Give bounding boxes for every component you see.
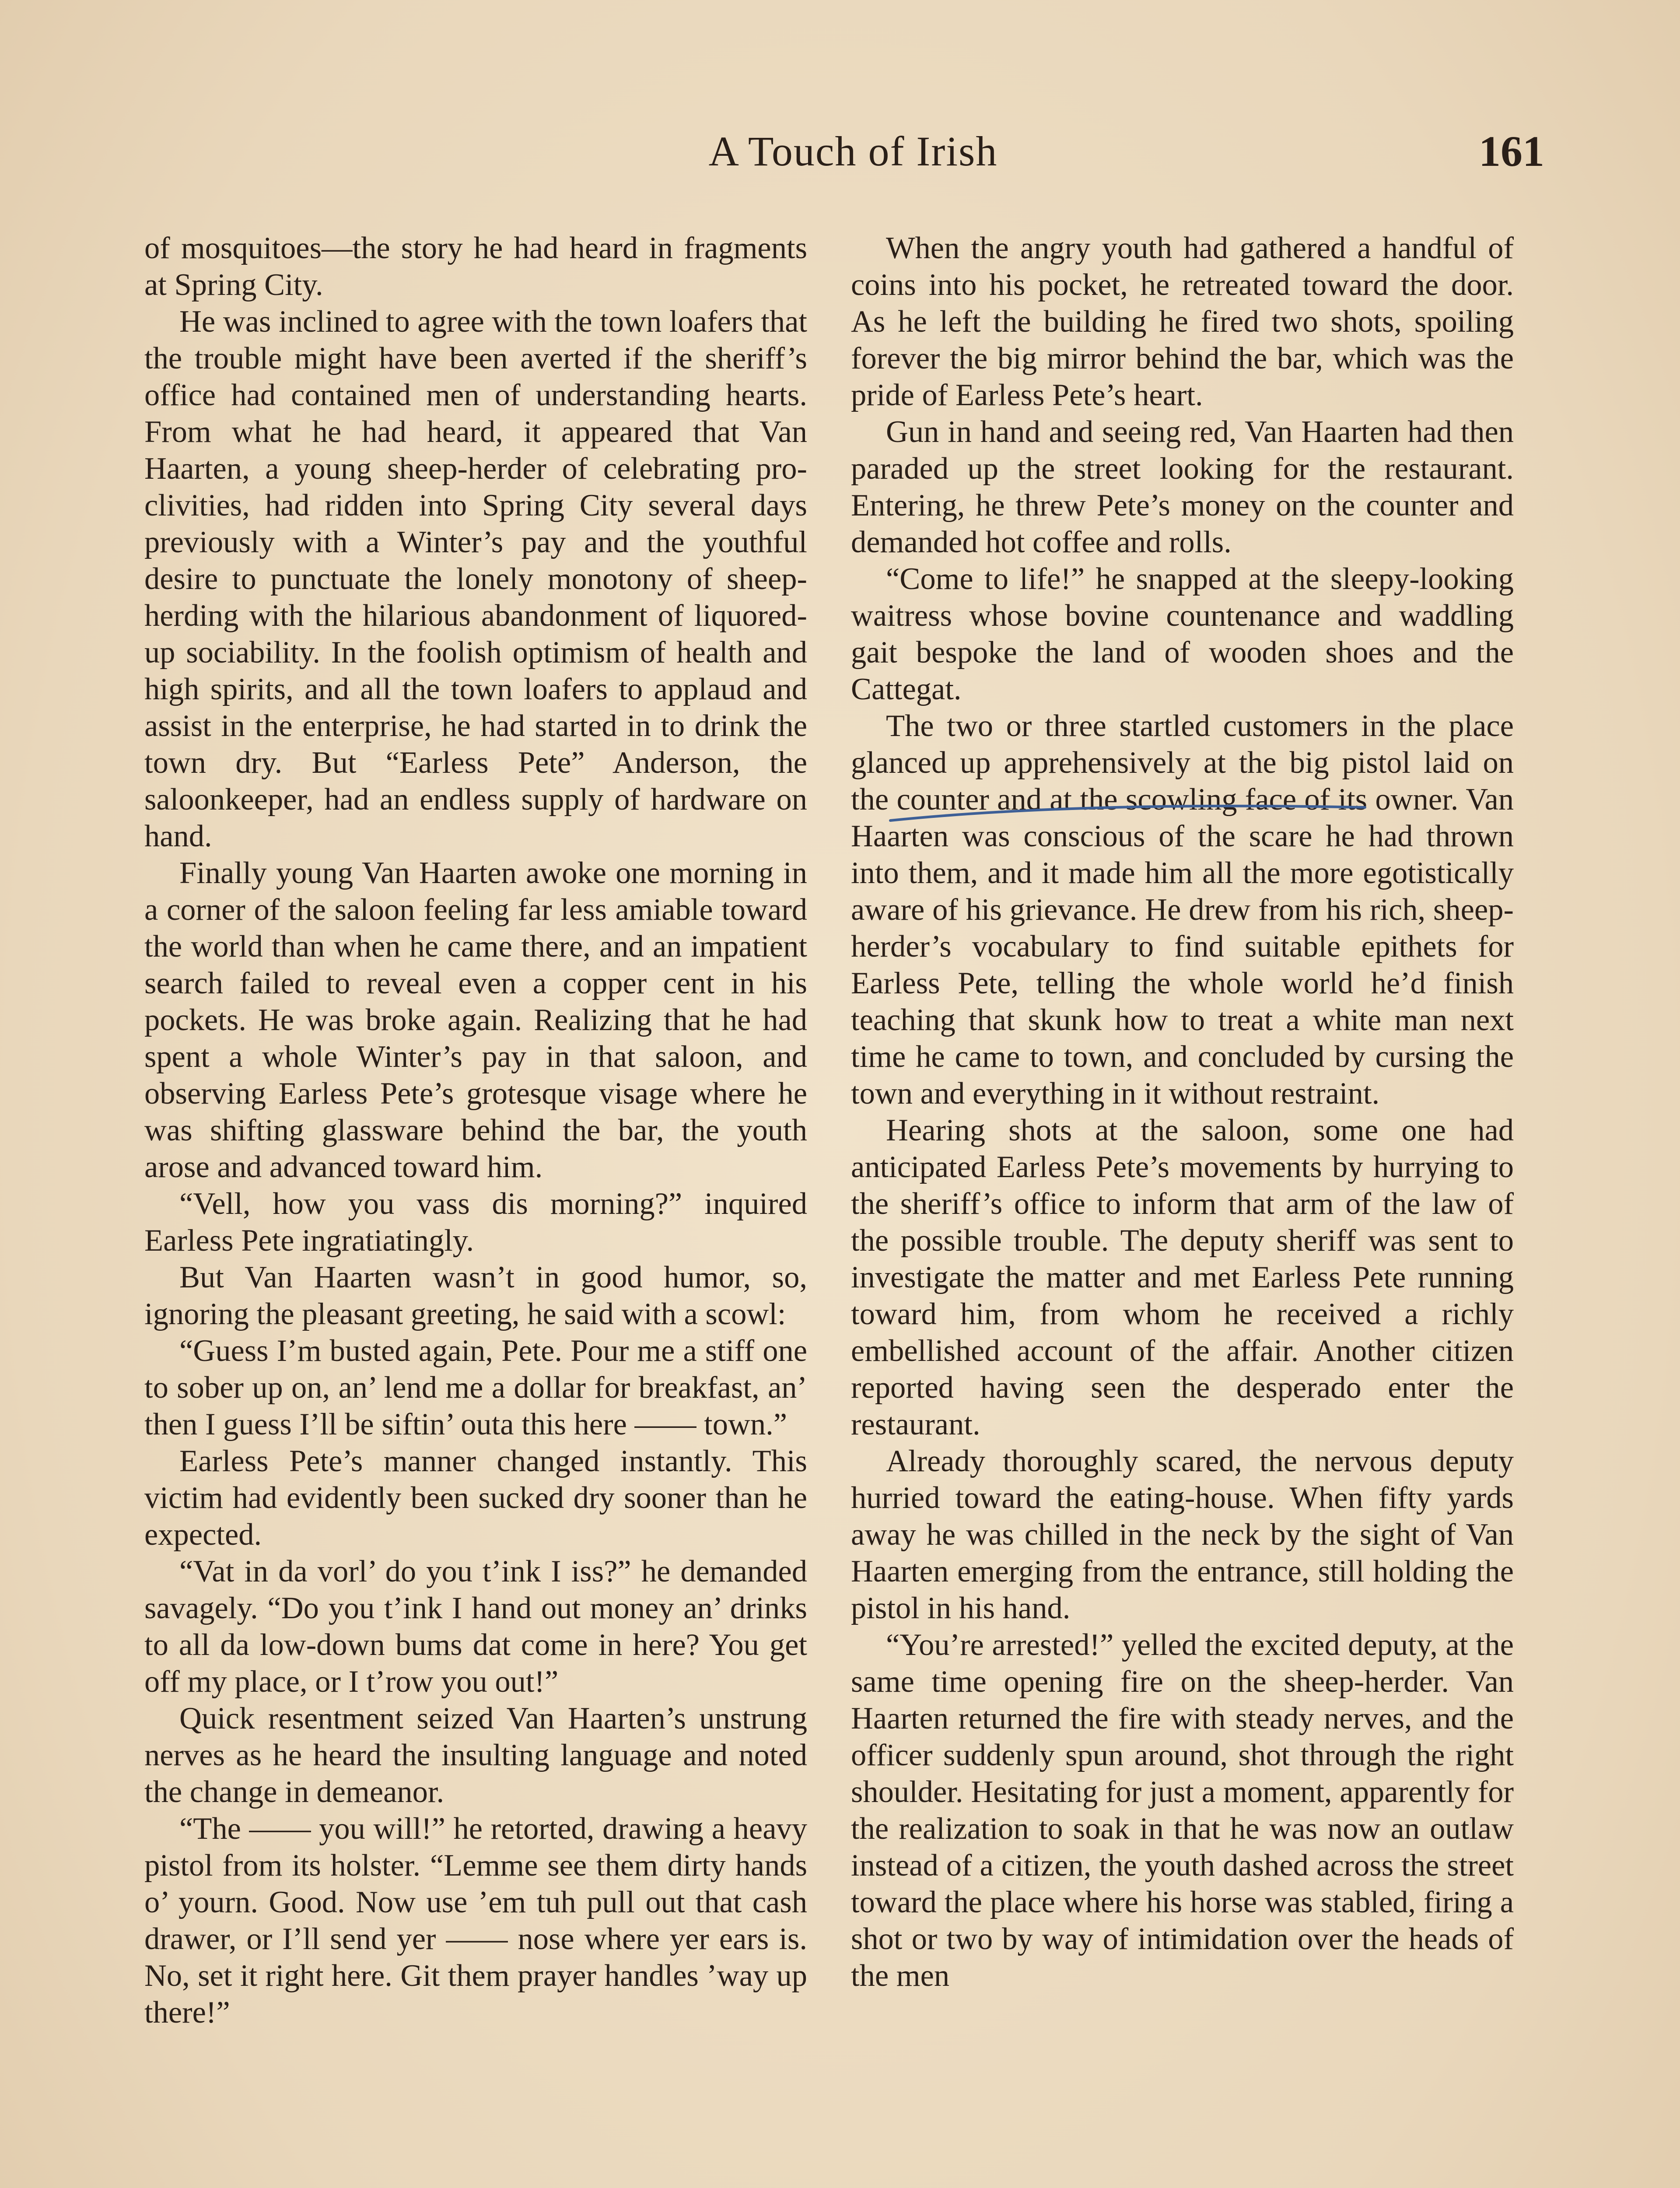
paragraph: “The —— you will!” he retorted, drawing a heavy pistol from its holster. “Lemme see them dirty hands o’ yourn. Good. Now use ’em tuh pull out that cash drawer, or I’ll send yer —— nose where yer ears is. No, set it right here. Git them prayer handles ’way up there!” — [144, 1812, 807, 2030]
running-title: A Touch of Irish — [708, 128, 998, 175]
page-number: 161 — [1479, 127, 1544, 175]
left-column — [144, 230, 807, 2031]
paragraph: But Van Haarten wasn’t in good humor, so, ignoring the pleasant greeting, he said with a scowl: — [144, 1260, 807, 1331]
paragraph: Finally young Van Haarten awoke one morning in a corner of the saloon feeling far less amiable toward the world than when he came there, and an impatient search failed to reveal even a copper cent in his pockets. He was broke again. Realizing that he had spent a whole Winter’s pay in that saloon, and observing Earless Pete’s grotesque visage where he was shifting glassware behind the bar, the youth arose and advanced toward him. — [144, 856, 807, 1184]
paragraph: “Come to life!” he snapped at the sleepy-looking waitress whose bovine countenance and waddling gait bespoke the land of wooden shoes and the Cattegat. — [851, 562, 1514, 706]
paragraph: “You’re arrested!” yelled the excited deputy, at the same time opening fire on the sheep-herder. Van Haarten returned the fire with steady nerves, and the officer suddenly spun around, shot through the right shoulder. Hesitating for just a moment, apparently for the realization to soak in that he was now an outlaw instead of a citizen, the youth dashed across the street toward the place where his horse was stabled, firing a shot or two by way of intimidation over the heads of the men — [851, 1628, 1514, 1993]
pen-underline-mark — [888, 801, 1369, 827]
paragraph: Gun in hand and seeing red, Van Haarten had then paraded up the street looking for the restaurant. Entering, he threw Pete’s money on the counter and demanded hot coffee and rolls. — [851, 415, 1514, 559]
paragraph: Hearing shots at the saloon, some one had anticipated Earless Pete’s movements by hurrying to the sheriff’s office to inform that arm of the law of the possible trouble. The deputy sheriff was sent to investigate the matter and met Earless Pete running toward him, from whom he received a richly embellished account of the affair. Another citizen reported having seen the desperado enter the restaurant. — [851, 1113, 1514, 1441]
paragraph: Earless Pete’s manner changed instantly. This victim had evidently been sucked dry sooner than he expected. — [144, 1444, 807, 1552]
paragraph: “Vat in da vorl’ do you t’ink I iss?” he demanded savagely. “Do you t’ink I hand out money an’ drinks to all da low-down bums dat come in here? You get off my place, or I t’row you out!” — [144, 1554, 807, 1699]
paragraph: Quick resentment seized Van Haarten’s unstrung nerves as he heard the insulting language and noted the change in demeanor. — [144, 1701, 807, 1809]
paragraph: of mosquitoes—the story he had heard in fragments at Spring City. — [144, 231, 807, 302]
paragraph: “Guess I’m busted again, Pete. Pour me a stiff one to sober up on, an’ lend me a dollar for breakfast, an’ then I guess I’ll be siftin’ outa this here —— town.” — [144, 1334, 807, 1441]
pen-stroke-path — [890, 806, 1365, 820]
paragraph: “Vell, how you vass dis morning?” inquired Earless Pete ingratiatingly. — [144, 1187, 807, 1258]
right-column — [851, 230, 1514, 1994]
paragraph: Already thoroughly scared, the nervous deputy hurried toward the eating-house. When fifty yards away he was chilled in the neck by the sight of Van Haarten emerging from the entrance, still holding the pistol in his hand. — [851, 1444, 1514, 1625]
paragraph: When the angry youth had gathered a handful of coins into his pocket, he retreated toward the door. As he left the building he fired two shots, spoiling forever the big mirror behind the bar, which was the pride of Earless Pete’s heart. — [851, 231, 1514, 412]
paragraph: The two or three startled customers in the place glanced up apprehensively at the big pistol laid on the counter and at the scowling face of its owner. Van Haarten was conscious of the scare he had thrown into them, and it made him all the more egotistically aware of his grievance. He drew from his rich, sheep-herder’s vocabulary to find suitable epithets for Earless Pete, telling the whole world he’d finish teaching that skunk how to treat a white man next time he came to town, and concluded by cursing the town and everything in it without restraint. — [851, 709, 1514, 1111]
paragraph: He was inclined to agree with the town loafers that the trouble might have been averted if the sheriff’s office had contained men of understanding hearts. From what he had heard, it appeared that Van Haarten, a young sheep-herder of celebrating proclivities, had ridden into Spring City several days previously with a Winter’s pay and the youthful desire to punctuate the lonely monotony of sheep-herding with the hilarious abandonment of liquored-up sociability. In the foolish optimism of health and high spirits, and all the town loafers to applaud and assist in the enterprise, he had started in to drink the town dry. But “Earless Pete” Anderson, the saloonkeeper, had an endless supply of hardware on hand. — [144, 305, 807, 853]
